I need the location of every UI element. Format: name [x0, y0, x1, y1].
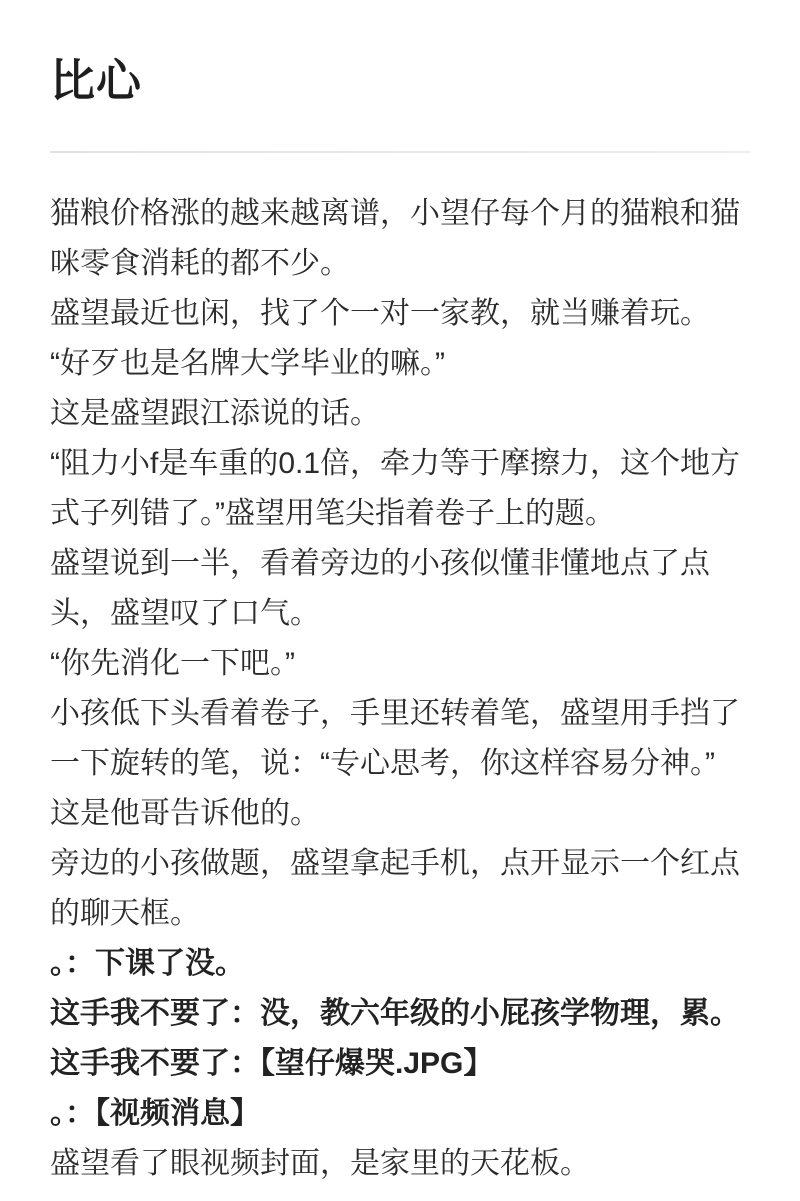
chat-message-line: 。：【视频消息】 — [50, 1096, 260, 1130]
chat-message-line: 这手我不要了：【望仔爆哭.JPG】 — [50, 1046, 494, 1080]
story-paragraph: 猫粮价格涨的越来越离谱，小望仔每个月的猫粮和猫咪零食消耗的都不少。 — [50, 196, 740, 280]
story-paragraph: 盛望说到一半，看着旁边的小孩似懂非懂地点了点头，盛望叹了口气。 — [50, 546, 710, 630]
title-divider — [50, 151, 750, 153]
chapter-content — [50, 189, 750, 1189]
story-paragraph: 这是他哥告诉他的。 — [50, 796, 320, 830]
story-paragraph: 这是盛望跟江添说的话。 — [50, 396, 380, 430]
chapter-title: 比心 — [50, 55, 143, 106]
story-paragraph: 小孩低下头看着卷子，手里还转着笔，盛望用手挡了一下旋转的笔，说：“专心思考，你这样容易分神。” — [50, 696, 740, 780]
story-paragraph: “阻力小f是车重的0.1倍，牵力等于摩擦力，这个地方式子列错了。”盛望用笔尖指着卷子上的题。 — [50, 446, 741, 530]
story-paragraph: 旁边的小孩做题，盛望拿起手机，点开显示一个红点的聊天框。 — [50, 846, 740, 930]
story-paragraph: 盛望最近也闲，找了个一对一家教，就当赚着玩。 — [50, 296, 710, 330]
chat-message-line: 。：下课了没。 — [50, 946, 245, 980]
story-paragraph: 盛望看了眼视频封面，是家里的天花板。 — [50, 1146, 590, 1180]
story-paragraph: “你先消化一下吧。” — [50, 646, 295, 680]
chat-message-line: 这手我不要了：没，教六年级的小屁孩学物理，累。 — [50, 996, 740, 1030]
story-paragraph: “好歹也是名牌大学毕业的嘛。” — [50, 346, 445, 380]
